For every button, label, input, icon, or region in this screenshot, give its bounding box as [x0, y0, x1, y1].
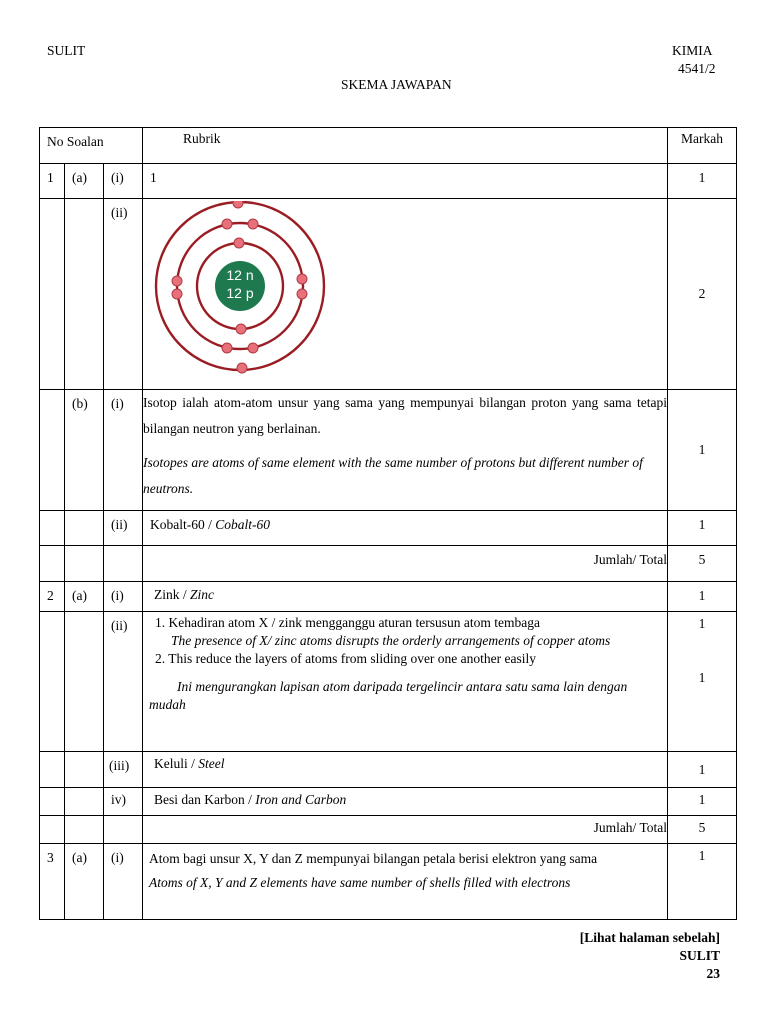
part-label: (b): [65, 390, 104, 511]
total-value: 5: [668, 816, 737, 844]
subpart-label: (ii): [104, 612, 143, 752]
question-number: 2: [40, 582, 65, 612]
marking-scheme-table: [39, 127, 737, 920]
mark-value: 1: [668, 511, 737, 546]
part-label: (a): [65, 164, 104, 199]
part-label: (a): [65, 582, 104, 612]
answer-text-english: Zinc: [190, 587, 215, 602]
header-marks: Markah: [668, 128, 737, 164]
table-row: [40, 612, 737, 752]
electron-icon: [222, 343, 232, 353]
table-row: [40, 199, 737, 390]
mark-value: 1: [668, 752, 737, 788]
mark-value: 2: [668, 199, 737, 390]
subpart-label: (iii): [104, 752, 143, 788]
mark-value: 1: [668, 788, 737, 816]
point-2-malay: Ini mengurangkan lapisan atom daripada tergelincir antara satu sama lain dengan mudah: [149, 679, 628, 712]
answer-text-malay: Keluli: [154, 756, 188, 771]
total-row: [40, 546, 737, 582]
answer-cell: [143, 788, 668, 816]
separator: /: [244, 792, 256, 807]
header-paper-code: 4541/2: [678, 61, 716, 76]
table-row: [40, 511, 737, 546]
mark-value: 1: [668, 582, 737, 612]
atom-electron-diagram: [147, 201, 327, 377]
subpart-label: (i): [104, 582, 143, 612]
answer-cell: [143, 511, 668, 546]
table-row: [40, 582, 737, 612]
electron-icon: [172, 289, 182, 299]
answer-cell: [143, 390, 668, 511]
point-2: 2. This reduce the layers of atoms from sliding over one another easily: [155, 651, 537, 666]
question-number: 3: [40, 844, 65, 920]
point-1-english: [149, 632, 659, 650]
answer-cell: [143, 844, 668, 920]
electron-icon: [236, 324, 246, 334]
electron-icon: [172, 276, 182, 286]
subpart-label: iv): [104, 788, 143, 816]
neutron-count: 12 n: [226, 267, 254, 283]
answer-cell: [143, 752, 668, 788]
total-label: Jumlah/ Total: [143, 546, 668, 582]
answer-text-english: Atoms of X, Y and Z elements have same number of shells filled with electrons: [149, 875, 571, 890]
mark-value: 1: [668, 390, 737, 511]
total-label: Jumlah/ Total: [143, 816, 668, 844]
electron-icon: [233, 201, 243, 208]
page-number: 23: [706, 966, 720, 981]
point-1: 1. Kehadiran atom X / zink mengganggu aturan tersusun atom tembaga: [155, 615, 541, 630]
answer-text-malay: Besi dan Karbon: [154, 792, 245, 807]
table-row: [40, 390, 737, 511]
subpart-label: (ii): [104, 199, 143, 390]
subpart-label: (i): [104, 164, 143, 199]
mark-cell: [668, 612, 737, 752]
header-sulit: SULIT: [47, 43, 86, 58]
answer-text-malay: Zink: [154, 587, 180, 602]
mark-value: 1: [668, 844, 737, 920]
header-question-no: No Soalan: [40, 128, 143, 164]
header-subject: KIMIA: [672, 43, 713, 58]
electron-icon: [222, 219, 232, 229]
answer-text-english: Steel: [198, 756, 225, 771]
mark-value: 1: [668, 164, 737, 199]
part-label: (a): [65, 844, 104, 920]
answer-text-malay: Kobalt-60: [150, 517, 205, 532]
footer-sulit: SULIT: [679, 948, 720, 963]
mark-value: 1: [698, 616, 706, 631]
total-row: [40, 816, 737, 844]
separator: /: [187, 756, 199, 771]
subpart-label: (i): [104, 390, 143, 511]
table-row: [40, 164, 737, 199]
proton-count: 12 p: [226, 285, 254, 301]
answer-text-english: Iron and Carbon: [255, 792, 347, 807]
answer-text-english: Isotopes are atoms of same element with the same number of protons but different number of neutrons.: [143, 455, 643, 496]
atom-diagram-cell: [143, 199, 668, 390]
electron-icon: [234, 238, 244, 248]
table-row: [40, 788, 737, 816]
electron-icon: [237, 363, 247, 373]
answer-cell: [143, 582, 668, 612]
answer-cell: [143, 612, 668, 752]
answer-text-english: Cobalt-60: [215, 517, 271, 532]
answer-text-malay: Atom bagi unsur X, Y dan Z mempunyai bilangan petala berisi elektron yang sama: [149, 851, 598, 866]
separator: /: [204, 517, 216, 532]
electron-icon: [297, 289, 307, 299]
electron-icon: [248, 343, 258, 353]
question-number: 1: [40, 164, 65, 199]
electron-icon: [297, 274, 307, 284]
answer-text: 1: [143, 164, 668, 199]
page-title: SKEMA JAWAPAN: [341, 77, 452, 92]
table-row: [40, 844, 737, 920]
mark-value: 1: [698, 670, 706, 685]
header-rubric: Rubrik: [143, 128, 668, 164]
table-header-row: [40, 128, 737, 164]
separator: /: [179, 587, 191, 602]
answer-text-malay: Isotop ialah atom-atom unsur yang sama yang mempunyai bilangan proton yang sama tetapi bilangan neutron yang berlainan.: [143, 395, 667, 436]
subpart-label: (i): [104, 844, 143, 920]
electron-icon: [248, 219, 258, 229]
footer-next-page: [Lihat halaman sebelah]: [579, 930, 720, 945]
total-value: 5: [668, 546, 737, 582]
subpart-label: (ii): [104, 511, 143, 546]
point-1-english-text: The presence of X/ zinc atoms disrupts the orderly arrangements of copper atoms: [171, 633, 611, 648]
table-row: [40, 752, 737, 788]
